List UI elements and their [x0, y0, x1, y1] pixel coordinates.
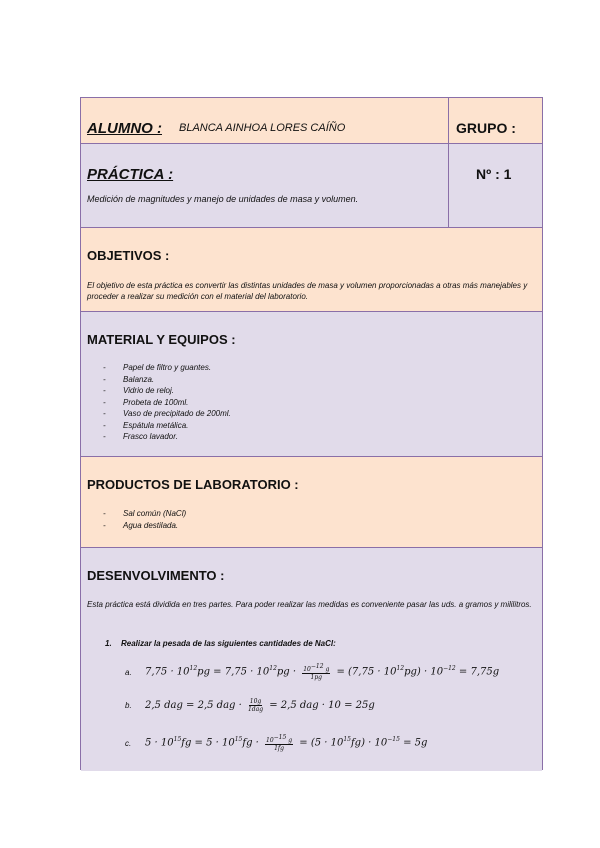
objectives-section — [81, 228, 542, 312]
objectives-title: OBJETIVOS : — [87, 248, 170, 263]
group-cell — [449, 98, 544, 143]
grupo-label: GRUPO : — [456, 120, 516, 136]
procedure-intro: Esta práctica está dividida en tres partes. Para poder realizar las medidas es conveniente pasar las uds. a gramos y mililitros. — [87, 600, 532, 609]
list-item: - Agua destilada. — [87, 520, 186, 532]
equation-a-label: a. — [125, 667, 132, 677]
materials-list — [87, 362, 231, 443]
products-list — [87, 508, 186, 531]
equation-b — [125, 698, 375, 713]
student-name: BLANCA AINHOA LORES CAÍÑO — [179, 122, 346, 134]
equation-b-formula: 2,5 dag = 2,5 dag · $\frac{10g}{\text{1dag}}$ = 2,5 dag · 10 = 25g — [145, 698, 375, 713]
equation-b-label: b. — [125, 701, 132, 710]
equation-c-formula: $5 \cdot 10^{15}fg = 5 \cdot 10^{15}fg$ · $\frac{10^{-15} g}{1fg}$ = $(5 \cdot 10^{15}fg) \cdot 10^{-15} = 5g$ — [145, 734, 428, 752]
list-item: - Frasco lavador. — [87, 431, 231, 443]
practice-sheet — [80, 97, 543, 770]
list-item: - Papel de filtro y guantes. — [87, 362, 231, 374]
equation-c — [125, 734, 427, 752]
practice-description: Medición de magnitudes y manejo de unidades de masa y volumen. — [87, 194, 359, 204]
practice-number: Nº : 1 — [476, 166, 512, 182]
products-title: PRODUCTOS DE LABORATORIO : — [87, 477, 299, 492]
student-cell — [81, 98, 449, 143]
practice-cell — [81, 144, 449, 227]
materials-section — [81, 312, 542, 457]
objectives-text: El objetivo de esta práctica es convertir las distintas unidades de masa y volumen proporcionadas a otras más manejables y proceder a realizar su medición con el material del laboratorio. — [87, 281, 528, 301]
list-item: - Espátula metálica. — [87, 420, 231, 432]
list-item: - Vidrio de reloj. — [87, 385, 231, 397]
materials-title: MATERIAL Y EQUIPOS : — [87, 332, 236, 347]
list-item: - Vaso de precipitado de 200ml. — [87, 408, 231, 420]
equation-a-formula: $7,75 \cdot 10^{12}pg = 7,75 \cdot 10^{12}pg$ · $\frac{10^{-12} g}{1pg}$ = $(7,75 \cdot 10^{12}pg) \cdot 10^{-12} = 7,75g$ — [145, 663, 500, 681]
equation-a — [125, 663, 499, 681]
list-item: - Sal común (NaCl) — [87, 508, 186, 520]
equation-c-label: c. — [125, 738, 132, 748]
alumno-label: ALUMNO : — [87, 120, 162, 137]
student-row — [81, 98, 542, 144]
step-text: Realizar la pesada de las siguientes cantidades de NaCl: — [121, 639, 336, 648]
list-item: - Balanza. — [87, 374, 231, 386]
step-number: 1. — [105, 639, 112, 648]
number-cell — [449, 144, 544, 227]
products-section — [81, 457, 542, 548]
list-item: - Probeta de 100ml. — [87, 397, 231, 409]
procedure-section — [81, 548, 542, 771]
procedure-title: DESENVOLVIMENTO : — [87, 568, 225, 583]
practica-label: PRÁCTICA : — [87, 166, 174, 183]
practice-row — [81, 144, 542, 228]
